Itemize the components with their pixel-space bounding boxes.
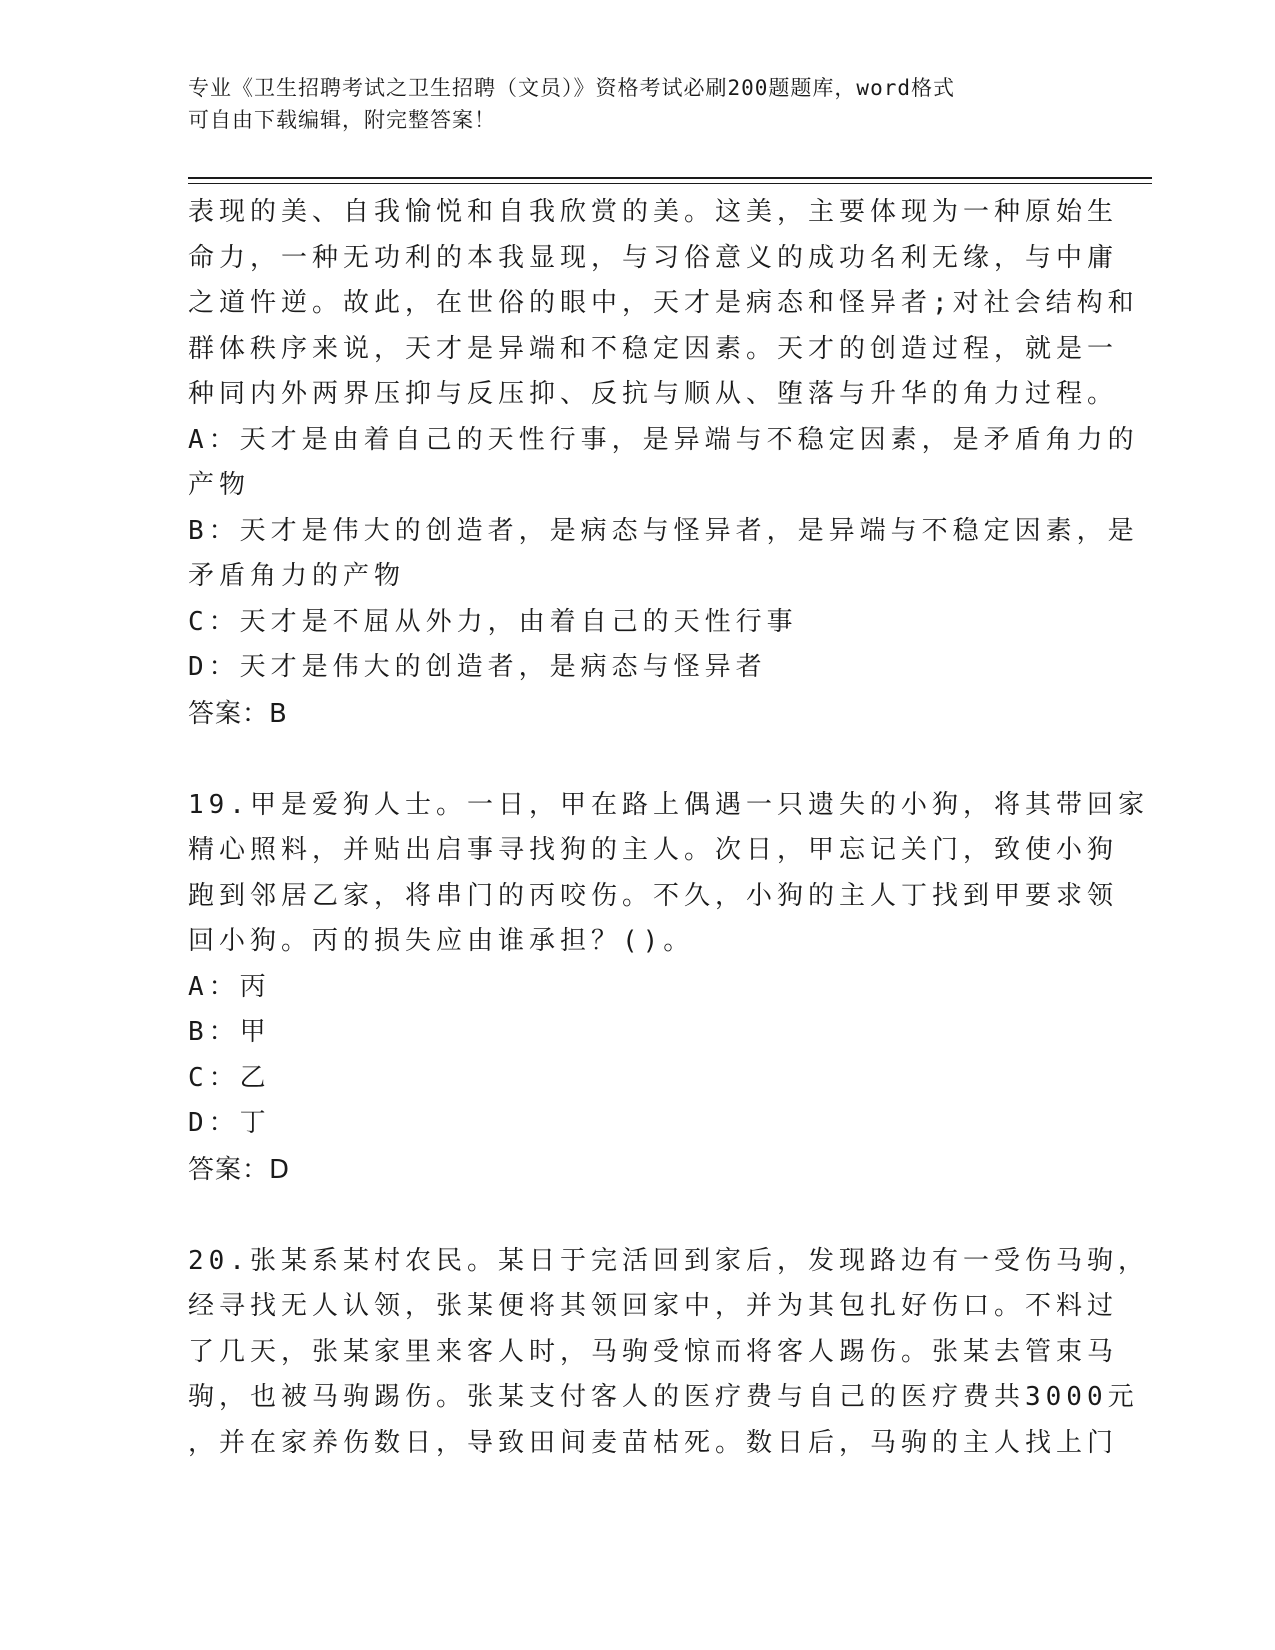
document-header xyxy=(188,72,1088,136)
option-c: C：乙 xyxy=(188,1062,271,1093)
question-text-line: 跑到邻居乙家，将串门的丙咬伤。不久，小狗的主人丁找到甲要求领 xyxy=(188,880,1119,911)
header-divider-thin xyxy=(188,183,1152,184)
option-a: A：天才是由着自己的天性行事，是异端与不稳定因素，是矛盾角力的 xyxy=(188,424,1139,455)
question-text-line: 经寻找无人认领，张某便将其领回家中，并为其包扎好伤口。不料过 xyxy=(188,1291,1119,1321)
question-spacer xyxy=(188,1193,1088,1239)
option-b: B：甲 xyxy=(188,1017,271,1047)
answer-label: 答案：D xyxy=(188,1154,291,1185)
question-19-block xyxy=(188,783,1149,1193)
option-b: B：天才是伟大的创造者，是病态与怪异者，是异端与不稳定因素，是 xyxy=(188,515,1139,546)
question-text-line: 群体秩序来说，天才是异端和不稳定因素。天才的创造过程，就是一 xyxy=(188,333,1119,364)
question-spacer xyxy=(188,737,1088,783)
option-c: C：天才是不屈从外力，由着自己的天性行事 xyxy=(188,606,798,637)
question-text-line: 19.甲是爱狗人士。一日，甲在路上偶遇一只遗失的小狗，将其带回家 xyxy=(188,789,1149,820)
question-text-line: 表现的美、自我愉悦和自我欣赏的美。这美，主要体现为一种原始生 xyxy=(188,197,1119,227)
header-title-line-2: 可自由下载编辑，附完整答案！ xyxy=(188,108,496,132)
question-text-line: 驹，也被马驹踢伤。张某支付客人的医疗费与自己的医疗费共3000元 xyxy=(188,1382,1139,1412)
question-text-line: 命力，一种无功利的本我显现，与习俗意义的成功名利无缘，与中庸 xyxy=(188,242,1119,273)
header-title-line-1: 专业《卫生招聘考试之卫生招聘（文员）》资格考试必刷200题题库，word格式 xyxy=(188,76,955,100)
question-text-line: ，并在家养伤数日，导致田间麦苗枯死。数日后，马驹的主人找上门 xyxy=(188,1427,1119,1458)
document-body xyxy=(188,190,1149,1466)
question-text-line: 种同内外两界压抑与反压抑、反抗与顺从、堕落与升华的角力过程。 xyxy=(188,379,1119,409)
question-20-block xyxy=(188,1239,1149,1467)
question-text-line: 精心照料，并贴出启事寻找狗的主人。次日，甲忘记关门，致使小狗 xyxy=(188,835,1119,865)
question-text-line: 回小狗。丙的损失应由谁承担？()。 xyxy=(188,926,695,956)
option-d: D：天才是伟大的创造者，是病态与怪异者 xyxy=(188,652,767,682)
question-18-block xyxy=(188,190,1139,737)
option-a-continued: 产物 xyxy=(188,470,251,500)
question-text-line: 之道忤逆。故此，在世俗的眼中，天才是病态和怪异者;对社会结构和 xyxy=(188,288,1139,318)
option-d: D：丁 xyxy=(188,1108,271,1138)
option-b-continued: 矛盾角力的产物 xyxy=(188,561,406,591)
option-a: A：丙 xyxy=(188,971,271,1002)
answer-label: 答案：B xyxy=(188,698,288,729)
question-text-line: 20.张某系某村农民。某日于完活回到家后，发现路边有一受伤马驹， xyxy=(188,1245,1149,1276)
question-text-line: 了几天，张某家里来客人时，马驹受惊而将客人踢伤。张某去管束马 xyxy=(188,1336,1119,1367)
header-divider-thick xyxy=(188,177,1152,179)
